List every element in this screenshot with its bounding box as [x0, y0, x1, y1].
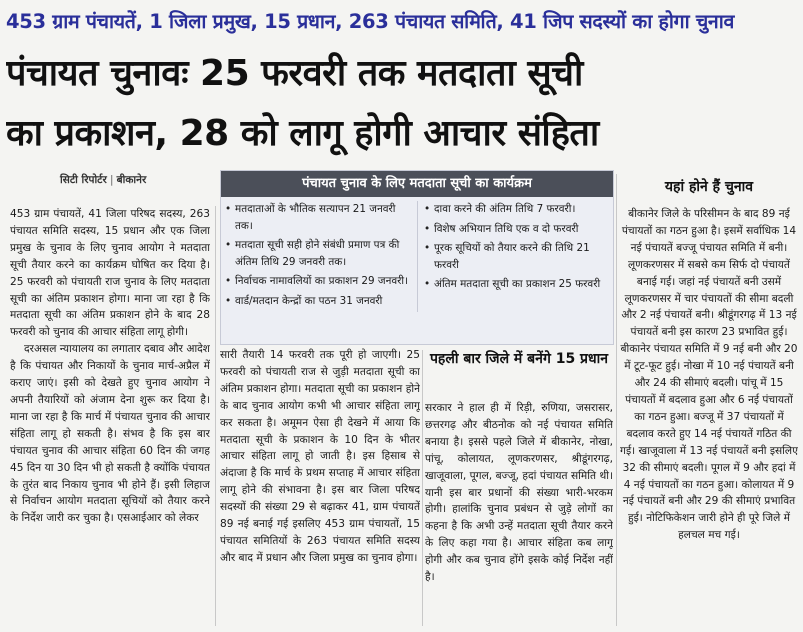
- column2-paragraph-1: सारी तैयारी 14 फरवरी तक पूरी हो जाएगी। 25 फरवरी को पंचायती राज से जुड़ी मतदाता सूची का अंतिम प्रकाशन होगा। मतदाता सूची का प्रकाशन होने के बाद चुनाव आयोग कभी भी आचार संहिता लागू कर सकता है। अमूमन ऐसा ही देखने में आया कि मतदाता सूची के प्रकाशन के 10 दिन के भीतर आचार संहिता लागू हो जाती है। इस हिसाब से अंदाजा है कि मार्च के प्रथम सप्ताह में आचार संहिता लागू होने की संभावना है। इस बार जिला परिषद सदस्यों की संख्या 29 से बढ़ाकर 41, ग्राम पंचायतें 89 नई बनाई गई इसलिए 453 ग्राम पंचायतों, 15 पंचायत समितियों के 263 पंचायत समिति सदस्य और बाद में प्रधान और जिला प्रमुख का चुनाव होगा।: [220, 349, 420, 564]
- schedule-box: [220, 170, 614, 345]
- schedule-item: • विशेष अभियान तिथि एक व दो फरवरी: [424, 221, 605, 238]
- schedule-item: • मतदाताओं के भौतिक सत्यापन 21 जनवरी तक।: [225, 201, 413, 234]
- article-column-2: [220, 347, 420, 632]
- schedule-title: पंचायत चुनाव के लिए मतदाता सूची का कार्यक्रम: [221, 171, 613, 197]
- byline-separator: |: [109, 174, 114, 186]
- article-column-1: [10, 206, 210, 632]
- schedule-item: • अंतिम मतदाता सूची का प्रकाशन 25 फरवरी: [424, 276, 605, 293]
- schedule-list-left: [225, 201, 417, 312]
- article-column-3: [425, 400, 613, 632]
- column4-paragraph-1: बीकानेर जिले के परिसीमन के बाद 89 नई पंचायतों का गठन हुआ है। इसमें सर्वाधिक 14 नई पंचायतें बज्जू पंचायत समिति में बनी। लूणकरणसर में सबसे कम सिर्फ दो पंचायतें बनाई गई। जहां नई पंचायतें बनी उसमें लूणकरणसर में चार पंचायतों की सीमा बदली और 2 नई पंचायतें बनी। श्रीडूंगरगढ़ में 13 नई पंचायतें बनी इस कारण 23 प्रभावित हुई। बीकानेर पंचायत समिति में 9 नई बनी और 20 में टूट-फूट हुई। नोखा में 10 नई पंचायतें बनी और 24 की सीमाएं बदली। पांचू में 15 पंचायतों में बदलाव हुआ और 6 नई पंचायतों का गठन हुआ। बज्जू में 37 पंचायतों में बदलाव करते हुए 14 नई पंचायतें गठित की गई। खाजूवाला में 13 नई पंचायतें बनी इसलिए 32 की सीमाएं बदली। पूगल में 9 और हदां में 4 नई पंचायतों का गठन हुआ। कोलायत में 9 नई पंचायतें बनी और 29 की सीमाएं प्रभावित हुई। नोटिफिकेशन जारी होने ही पूरे जिले में हलचल मच गई।: [620, 208, 798, 542]
- column1-paragraph-2: दरअसल न्यायालय का लगातार दबाव और आदेश है कि पंचायत और निकायों के चुनाव मार्च-अप्रैल में कराए जाएं। इसी को देखते हुए चुनाव आयोग ने अपनी तैयारियों को अंजाम देना शुरू कर दिया है। माना जा रहा है कि मार्च में पंचायत चुनाव की आचार संहिता लागू हो सकती है। संभव है कि इस बार पंचायत चुनाव की आचार संहिता 60 दिन की जगह 45 दिन या 30 दिन भी हो सकती है क्योंकि पंचायत के तुरंत बाद निकाय चुनाव भी होने हैं। इसी लिहाज से निर्वाचन आयोग मतदाता सूचियों को तैयार करने के निर्देश जारी कर चुका है। एसआईआर को लेकर: [10, 343, 210, 525]
- main-headline: [6, 44, 798, 164]
- column3-paragraph-1: सरकार ने हाल ही में रिड़ी, रुणिया, जसरासर, छत्तरगढ़ और बीठनोक को नई पंचायत समिति बनाया है। इससे पहले जिले में बीकानेर, नोखा, पांचू, कोलायत, लूणकरणसर, श्रीडूंगरगढ़, खाजूवाला, पूगल, बज्जू, हदां पंचायत समिति थी। यानी इस बार प्रधानों की संख्या भारी-भरकम होगी। हालांकि चुनाव प्रबंधन से जुड़े लोगों का कहना है कि अभी उन्हें मतदाता सूची तैयार करने के लिए कहा गया है। आचार संहिता कब लागू होगी और कब चुनाव होंगे इसके कोई निर्देश नहीं है।: [425, 402, 613, 584]
- schedule-item: • पूरक सूचियों को तैयार करने की तिथि 21 फरवरी: [424, 240, 605, 273]
- schedule-list-right: [417, 201, 609, 312]
- column1-paragraph-1: 453 ग्राम पंचायतें, 41 जिला परिषद सदस्य, 263 पंचायत समिति सदस्य, 15 प्रधान और एक जिला प्रमुख के चुनाव के लिए चुनाव आयोग ने मतदाता सूची तैयार करने का कार्यक्रम घोषित कर दिया है। 25 फरवरी को पंचायती राज चुनाव के लिए मतदाता सूची का अंतिम प्रकाशन होगा। माना जा रहा है कि मतदाता सूची का अंतिम प्रकाशन होने के बाद 28 फरवरी को चुनाव की आचार संहिता लागू होगी।: [10, 208, 210, 339]
- schedule-item: • निर्वाचक नामावलियों का प्रकाशन 29 जनवरी।: [225, 273, 413, 290]
- subhead-first-time-15-pradhan: पहली बार जिले में बनेंगे 15 प्रधान: [429, 351, 609, 367]
- article-column-4: [620, 206, 798, 632]
- headline-line-2: का प्रकाशन, 28 को लागू होगी आचार संहिता: [6, 113, 599, 154]
- kicker-headline: 453 ग्राम पंचायतें, 1 जिला प्रमुख, 15 प्रधान, 263 पंचायत समिति, 41 जिप सदस्यों का होगा चुनाव: [6, 10, 735, 33]
- column-rule: [422, 350, 423, 626]
- byline: [60, 173, 146, 187]
- subhead-elections-here: यहां होने हैं चुनाव: [664, 179, 754, 195]
- column-rule: [215, 206, 216, 626]
- byline-reporter: सिटी रिपोर्टर: [60, 174, 107, 186]
- headline-line-1: पंचायत चुनावः 25 फरवरी तक मतदाता सूची: [6, 53, 583, 94]
- schedule-item: • मतदाता सूची सही होने संबंधी प्रमाण पत्र की अंतिम तिथि 29 जनवरी तक।: [225, 237, 413, 270]
- schedule-body: [221, 197, 613, 312]
- byline-place: बीकानेर: [116, 174, 147, 186]
- column-rule: [616, 174, 617, 626]
- schedule-item: • दावा करने की अंतिम तिथि 7 फरवरी।: [424, 201, 605, 218]
- schedule-item: • वार्ड/मतदान केन्द्रों का पठन 31 जनवरी: [225, 293, 413, 310]
